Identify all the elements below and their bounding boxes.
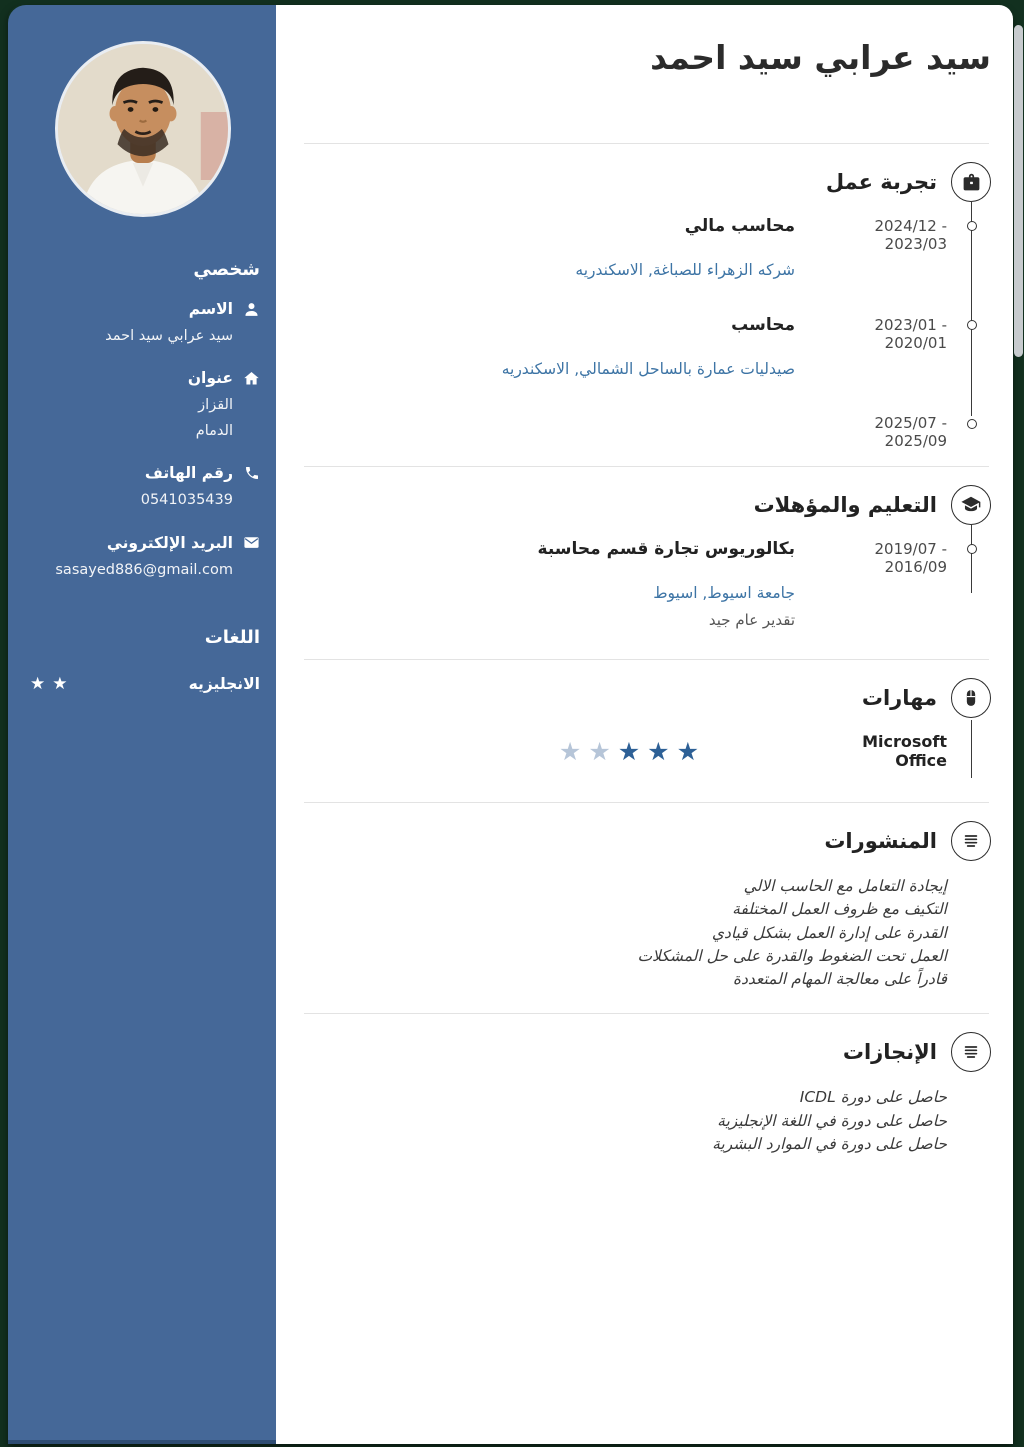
sidebar-item-address [26, 369, 260, 444]
sidebar-label: الاسم [188, 300, 233, 318]
entry-title: محاسب مالي [684, 216, 795, 237]
home-icon [243, 370, 260, 387]
email-icon [243, 534, 260, 551]
section-header-publications [302, 821, 991, 861]
avatar-photo [58, 44, 228, 214]
person-icon [243, 301, 260, 318]
cv-main-column [276, 5, 1013, 1444]
section-title-achievements: الإنجازات [842, 1040, 937, 1065]
language-name: الانجليزيه [188, 674, 260, 693]
sidebar-value: سيد عرابي سيد احمد [105, 328, 233, 344]
publication-line: القدرة على إدارة العمل بشكل قيادي [711, 923, 947, 942]
text-lines-icon [951, 1032, 991, 1072]
publication-line: العمل تحت الضغوط والقدرة على حل المشكلات [637, 946, 947, 965]
phone-icon [243, 465, 260, 482]
achievements-body [302, 1086, 991, 1178]
section-header-experience [302, 162, 991, 202]
publication-line: إيجادة التعامل مع الحاسب الالي [743, 877, 947, 896]
page-title: سيد عرابي سيد احمد [650, 38, 991, 77]
sidebar-heading-languages: اللغات [204, 626, 260, 648]
section-title-publications: المنشورات [824, 829, 937, 854]
sidebar-value: sasayed886@gmail.com [55, 561, 233, 578]
section-header-achievements [302, 1032, 991, 1072]
experience-entry [302, 414, 991, 450]
sidebar-value: الدمام [195, 422, 233, 439]
avatar [55, 41, 231, 217]
entry-date: 2023/01 - 2020/01 [874, 316, 947, 353]
section-title-experience: تجربة عمل [825, 170, 937, 195]
cv-page [8, 5, 1013, 1444]
computer-mouse-icon [951, 678, 991, 718]
sidebar-label: البريد الإلكتروني [106, 533, 233, 552]
entry-title: بكالوريوس تجارة قسم محاسبة [537, 539, 795, 560]
publication-line: التكيف مع ظروف العمل المختلفة [732, 900, 947, 919]
briefcase-icon [951, 162, 991, 202]
skill-name: Microsoft Office [862, 732, 947, 771]
section-title-education: التعليم والمؤهلات [753, 493, 937, 518]
personal-sidebar [8, 5, 276, 1444]
sidebar-heading-personal: شخصي [193, 259, 260, 280]
section-header-skills [302, 678, 991, 718]
experience-body [302, 216, 991, 466]
text-lines-icon [951, 821, 991, 861]
sidebar-item-email [26, 534, 260, 583]
entry-organization: صيدليات عمارة بالساحل الشمالي, الاسكندريه [501, 360, 795, 379]
achievement-line: حاصل على دورة في اللغة الإنجليزية [717, 1111, 947, 1130]
section-header-education [302, 485, 991, 525]
achievements-lines [302, 1086, 991, 1156]
skill-row [302, 732, 991, 770]
education-entry [302, 539, 991, 629]
section-divider [304, 802, 989, 803]
experience-entry [302, 315, 991, 378]
entry-organization: شركه الزهراء للصباغة, الاسكندريه [575, 261, 795, 280]
section-divider [304, 466, 989, 467]
sidebar-label: عنوان [187, 369, 233, 388]
entry-date: 2019/07 - 2016/09 [874, 540, 947, 577]
timeline-dot [967, 320, 977, 330]
timeline-dot [967, 419, 977, 429]
publication-line: قادراً على معالجة المهام المتعددة [732, 970, 947, 989]
publications-lines [302, 875, 991, 991]
scrollbar-thumb[interactable] [1014, 25, 1023, 357]
section-title-skills: مهارات [861, 686, 937, 711]
entry-title: محاسب [731, 315, 795, 336]
scrollbar-track[interactable] [1013, 0, 1024, 1447]
section-divider [304, 1013, 989, 1014]
sidebar-item-name [26, 300, 260, 349]
timeline-rail [971, 720, 972, 778]
sidebar-value: 0541035439 [140, 492, 233, 509]
timeline-dot [967, 544, 977, 554]
publications-body [302, 875, 991, 1013]
section-divider [304, 659, 989, 660]
sidebar-label: رقم الهاتف [144, 464, 233, 483]
language-star-rating: ★ ★ [30, 673, 68, 694]
language-row [26, 674, 260, 694]
section-divider [304, 143, 989, 144]
entry-grade-note: تقدير عام جيد [708, 611, 795, 630]
achievement-line: حاصل على دورة ICDL [799, 1088, 947, 1107]
entry-date: 2024/12 - 2023/03 [874, 217, 947, 254]
entry-organization: جامعة اسيوط, اسيوط [653, 584, 795, 603]
experience-entry [302, 216, 991, 279]
achievement-line: حاصل على دورة في الموارد البشرية [712, 1134, 947, 1153]
entry-date: 2025/07 - 2025/09 [874, 414, 947, 451]
skills-body [302, 732, 991, 802]
sidebar-value: القزاز [198, 397, 233, 414]
graduation-cap-icon [951, 485, 991, 525]
education-body [302, 539, 991, 659]
skill-star-rating: ★ ★ ★ ★ ★ [558, 736, 699, 766]
sidebar-item-phone [26, 464, 260, 513]
timeline-dot [967, 221, 977, 231]
